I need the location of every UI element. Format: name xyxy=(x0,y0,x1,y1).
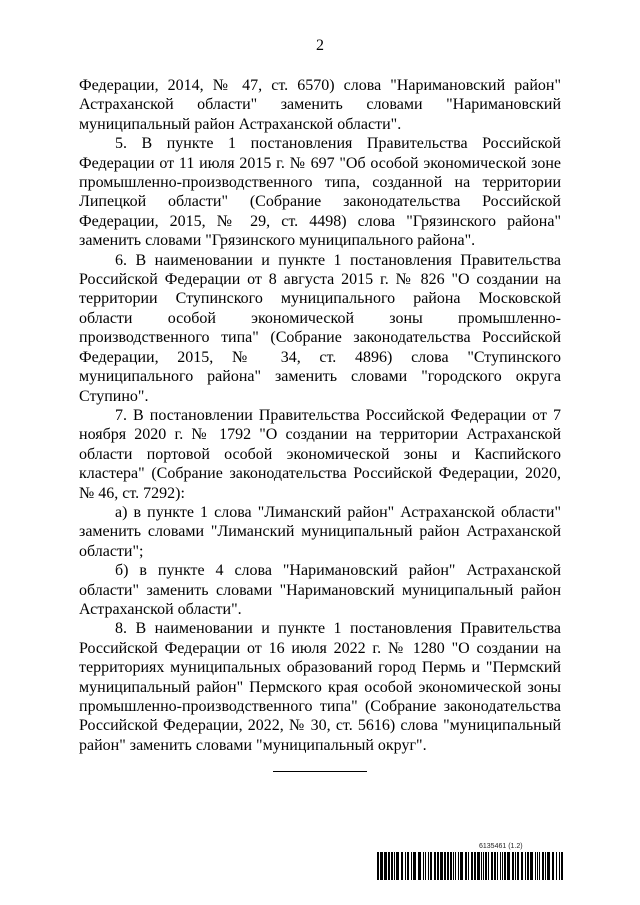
end-of-text-rule xyxy=(273,771,367,772)
document-body xyxy=(79,76,561,755)
paragraph-item-7a: а) в пункте 1 слова "Лиманский район" Астраханской области" заменить словами "Лиманский муниципальный район Астраханской области"; xyxy=(79,503,561,560)
paragraph-item-7: 7. В постановлении Правительства Российской Федерации от 7 ноября 2020 г. № 1792 "О создании на территории Астраханской области портовой особой экономической зоны и Каспийского кластера" (Собрание законодательства Российской Федерации, 2020, № 46, ст. 7292): xyxy=(79,406,561,502)
paragraph-continuation: Федерации, 2014, № 47, ст. 6570) слова "Наримановский район" Астраханской области" заменить словами "Наримановский муниципальный район Астраханской области". xyxy=(79,77,561,133)
paragraph-item-8: 8. В наименовании и пункте 1 постановления Правительства Российской Федерации от 16 июля 2022 г. № 1280 "О создании на территориях муниципальных образований город Пермь и "Пермский муниципальный район" Пермского края особой экономической зоны промышленно-производственного типа" (Собрание законодательства Российской Федерации, 2022, № 30, ст. 5616) слова "муниципальный район" заменить словами "муниципальный округ". xyxy=(79,620,561,754)
paragraph-item-7b: б) в пункте 4 слова "Наримановский район" Астраханской области" заменить словами "Наримановский муниципальный район Астраханской области". xyxy=(79,562,561,618)
document-code: 6135461 (1.2) xyxy=(479,843,523,850)
paragraph-item-6: 6. В наименовании и пункте 1 постановления Правительства Российской Федерации от 8 августа 2015 г. № 826 "О создании на территории Ступинского муниципального района Московской области особой экономической зоны промышленно-производственного типа" (Собрание законодательства Российской Федерации, 2015, № 34, ст. 4896) слова "Ступинского муниципального района" заменить словами "городского округа Ступино". xyxy=(79,251,561,405)
paragraph-item-5: 5. В пункте 1 постановления Правительства Российской Федерации от 11 июля 2015 г. № 697 "Об особой экономической зоне промышленно-производственного типа, созданной на территории Липецкой области" (Собрание законодательства Российской Федерации, 2015, № 29, ст. 4498) слова "Грязинского района" заменить словами "Грязинского муниципального района". xyxy=(79,135,561,250)
page-number: 2 xyxy=(316,37,324,54)
barcode-icon xyxy=(377,852,563,880)
